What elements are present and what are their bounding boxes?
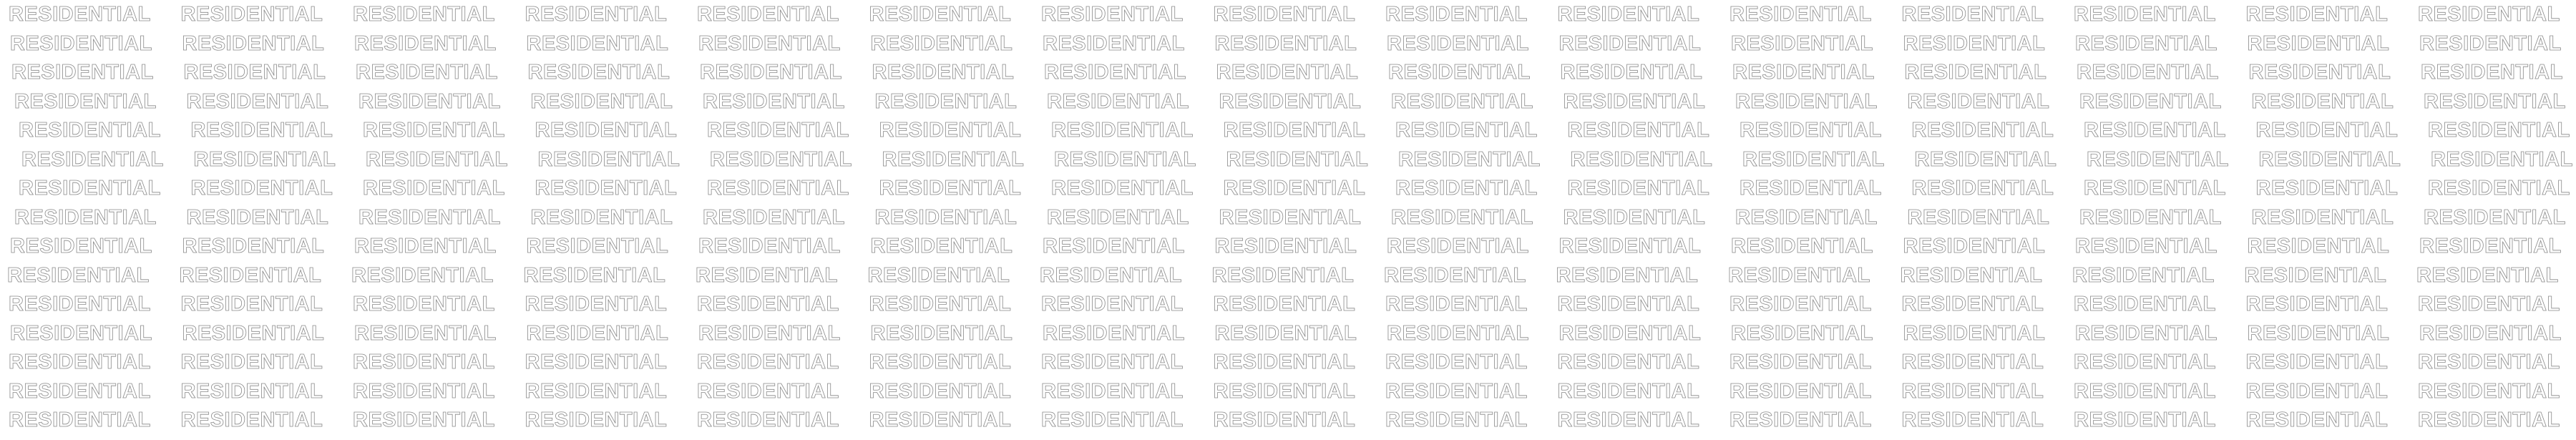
pattern-word: RESIDENTIAL [1731,321,1873,345]
pattern-word: RESIDENTIAL [1395,177,1538,200]
pattern-word: RESIDENTIAL [1742,147,1885,171]
pattern-word: RESIDENTIAL [879,119,1022,142]
pattern-word: RESIDENTIAL [1558,31,1702,55]
pattern-word: RESIDENTIAL [1043,31,1185,55]
pattern-word: RESIDENTIAL [530,89,673,113]
pattern-word: RESIDENTIAL [1729,409,1872,431]
pattern-word: RESIDENTIAL [1907,89,2050,113]
pattern-word: RESIDENTIAL [1729,293,1872,316]
pattern-word: RESIDENTIAL [1398,147,1541,171]
pattern-word: RESIDENTIAL [1740,119,1882,142]
pattern-word: RESIDENTIAL [526,31,669,55]
pattern-word: RESIDENTIAL [1043,235,1185,258]
pattern-word: RESIDENTIAL [869,379,1012,403]
pattern-word: RESIDENTIAL [1732,61,1875,84]
pattern-word: RESIDENTIAL [2419,31,2562,55]
pattern-word: RESIDENTIAL [1557,351,1700,373]
pattern-word: RESIDENTIAL [7,263,150,287]
pattern-word: RESIDENTIAL [2419,321,2562,345]
pattern-word: RESIDENTIAL [1567,177,1710,200]
pattern-word: RESIDENTIAL [1557,3,1700,26]
pattern-word: RESIDENTIAL [2251,205,2394,229]
pattern-word: RESIDENTIAL [1558,321,1702,345]
pattern-word: RESIDENTIAL [180,3,323,26]
pattern-word: RESIDENTIAL [1740,177,1882,200]
pattern-word: RESIDENTIAL [867,263,1010,287]
pattern-word: RESIDENTIAL [525,351,668,373]
pattern-row [0,1,2576,27]
pattern-word: RESIDENTIAL [2421,61,2563,84]
pattern-word: RESIDENTIAL [700,61,842,84]
pattern-word: RESIDENTIAL [870,235,1013,258]
pattern-word: RESIDENTIAL [180,409,323,431]
pattern-word: RESIDENTIAL [526,321,669,345]
pattern-word: RESIDENTIAL [2079,89,2222,113]
pattern-word: RESIDENTIAL [1213,409,1356,431]
pattern-word: RESIDENTIAL [186,205,329,229]
pattern-word: RESIDENTIAL [697,293,839,316]
pattern-word: RESIDENTIAL [353,409,495,431]
pattern-row [0,59,2576,85]
pattern-word: RESIDENTIAL [1387,235,1529,258]
pattern-word: RESIDENTIAL [2074,351,2216,373]
pattern-word: RESIDENTIAL [525,379,668,403]
pattern-word: RESIDENTIAL [1385,351,1528,373]
pattern-word: RESIDENTIAL [1041,351,1184,373]
pattern-row [0,291,2576,317]
pattern-word: RESIDENTIAL [1735,205,1878,229]
pattern-word: RESIDENTIAL [537,147,680,171]
pattern-word: RESIDENTIAL [2418,3,2560,26]
pattern-word: RESIDENTIAL [2255,119,2399,142]
pattern-word: RESIDENTIAL [14,205,157,229]
pattern-word: RESIDENTIAL [869,293,1012,316]
pattern-word: RESIDENTIAL [351,263,494,287]
pattern-row [0,175,2576,201]
pattern-word: RESIDENTIAL [2079,205,2222,229]
pattern-word: RESIDENTIAL [1563,89,1706,113]
pattern-word: RESIDENTIAL [9,293,151,316]
pattern-word: RESIDENTIAL [2247,321,2390,345]
pattern-word: RESIDENTIAL [2418,409,2560,431]
pattern-word: RESIDENTIAL [869,351,1012,373]
pattern-word: RESIDENTIAL [525,3,668,26]
pattern-word: RESIDENTIAL [1901,351,2044,373]
pattern-word: RESIDENTIAL [1051,119,1194,142]
pattern-word: RESIDENTIAL [180,351,323,373]
pattern-word: RESIDENTIAL [1385,293,1528,316]
pattern-word: RESIDENTIAL [1570,147,1713,171]
pattern-word: RESIDENTIAL [2431,147,2573,171]
pattern-word: RESIDENTIAL [353,293,495,316]
pattern-word: RESIDENTIAL [2418,351,2560,373]
pattern-word: RESIDENTIAL [1216,61,1359,84]
pattern-word: RESIDENTIAL [2074,293,2216,316]
pattern-word: RESIDENTIAL [1041,3,1184,26]
pattern-word: RESIDENTIAL [1041,409,1184,431]
pattern-word: RESIDENTIAL [2072,263,2215,287]
pattern-word: RESIDENTIAL [9,3,151,26]
pattern-word: RESIDENTIAL [530,205,673,229]
pattern-word: RESIDENTIAL [869,3,1012,26]
pattern-word: RESIDENTIAL [1729,351,1872,373]
pattern-word: RESIDENTIAL [9,351,151,373]
pattern-word: RESIDENTIAL [2248,61,2391,84]
pattern-word: RESIDENTIAL [526,235,669,258]
pattern-word: RESIDENTIAL [2428,177,2570,200]
pattern-row [0,263,2576,288]
pattern-word: RESIDENTIAL [2245,293,2389,316]
pattern-word: RESIDENTIAL [2258,147,2401,171]
pattern-word: RESIDENTIAL [525,293,668,316]
pattern-word: RESIDENTIAL [14,89,157,113]
pattern-word: RESIDENTIAL [10,31,152,55]
pattern-word: RESIDENTIAL [354,235,497,258]
pattern-word: RESIDENTIAL [2075,235,2218,258]
pattern-word: RESIDENTIAL [872,61,1015,84]
pattern-word: RESIDENTIAL [353,351,495,373]
pattern-word: RESIDENTIAL [527,61,670,84]
pattern-word: RESIDENTIAL [2074,409,2216,431]
pattern-word: RESIDENTIAL [2247,31,2390,55]
pattern-word: RESIDENTIAL [358,205,501,229]
pattern-word: RESIDENTIAL [2416,263,2559,287]
pattern-word: RESIDENTIAL [354,321,497,345]
pattern-word: RESIDENTIAL [2419,235,2562,258]
pattern-row [0,233,2576,259]
pattern-word: RESIDENTIAL [1911,119,2054,142]
pattern-word: RESIDENTIAL [1223,177,1366,200]
pattern-word: RESIDENTIAL [1385,3,1528,26]
pattern-word: RESIDENTIAL [1557,379,1700,403]
pattern-word: RESIDENTIAL [1729,3,1872,26]
pattern-word: RESIDENTIAL [190,119,333,142]
pattern-word: RESIDENTIAL [2247,235,2390,258]
pattern-word: RESIDENTIAL [2255,177,2399,200]
pattern-word: RESIDENTIAL [1384,263,1526,287]
pattern-word: RESIDENTIAL [1044,61,1186,84]
pattern-word: RESIDENTIAL [1219,205,1362,229]
pattern-word: RESIDENTIAL [1387,321,1529,345]
pattern-word: RESIDENTIAL [179,263,322,287]
pattern-word: RESIDENTIAL [870,31,1013,55]
pattern-word: RESIDENTIAL [1387,31,1529,55]
pattern-word: RESIDENTIAL [698,321,841,345]
pattern-word: RESIDENTIAL [1557,293,1700,316]
pattern-word: RESIDENTIAL [1213,3,1356,26]
pattern-word: RESIDENTIAL [1903,31,2046,55]
pattern-word: RESIDENTIAL [19,119,161,142]
pattern-word: RESIDENTIAL [703,89,845,113]
pattern-word: RESIDENTIAL [710,147,852,171]
pattern-word: RESIDENTIAL [19,177,161,200]
pattern-word: RESIDENTIAL [1901,379,2044,403]
pattern-word: RESIDENTIAL [1735,89,1878,113]
pattern-word: RESIDENTIAL [707,177,849,200]
pattern-word: RESIDENTIAL [1729,379,1872,403]
pattern-word: RESIDENTIAL [1391,89,1533,113]
pattern-word: RESIDENTIAL [2074,379,2216,403]
pattern-word: RESIDENTIAL [879,177,1022,200]
pattern-word: RESIDENTIAL [1901,293,2044,316]
pattern-word: RESIDENTIAL [1213,293,1356,316]
pattern-word: RESIDENTIAL [182,235,325,258]
pattern-word: RESIDENTIAL [354,31,497,55]
pattern-word: RESIDENTIAL [1040,263,1182,287]
pattern-word: RESIDENTIAL [358,89,501,113]
pattern-word: RESIDENTIAL [2245,3,2389,26]
pattern-word: RESIDENTIAL [1214,31,1357,55]
pattern-word: RESIDENTIAL [1219,89,1362,113]
pattern-word: RESIDENTIAL [697,409,839,431]
pattern-word: RESIDENTIAL [1557,409,1700,431]
pattern-word: RESIDENTIAL [1903,321,2046,345]
pattern-word: RESIDENTIAL [2424,89,2566,113]
pattern-word: RESIDENTIAL [2424,205,2566,229]
pattern-row [0,378,2576,404]
pattern-word: RESIDENTIAL [363,119,505,142]
pattern-word: RESIDENTIAL [1904,61,2047,84]
pattern-word: RESIDENTIAL [183,61,326,84]
pattern-word: RESIDENTIAL [1901,409,2044,431]
pattern-word: RESIDENTIAL [1731,235,1873,258]
pattern-word: RESIDENTIAL [703,205,845,229]
pattern-row [0,89,2576,114]
pattern-word: RESIDENTIAL [707,119,849,142]
pattern-word: RESIDENTIAL [2244,263,2387,287]
pattern-word: RESIDENTIAL [1041,293,1184,316]
pattern-word: RESIDENTIAL [1914,147,2057,171]
pattern-word: RESIDENTIAL [2077,61,2219,84]
pattern-word: RESIDENTIAL [353,379,495,403]
pattern-word: RESIDENTIAL [525,409,668,431]
pattern-word: RESIDENTIAL [698,235,841,258]
pattern-word: RESIDENTIAL [1214,235,1357,258]
pattern-word: RESIDENTIAL [1226,147,1369,171]
pattern-word: RESIDENTIAL [180,379,323,403]
pattern-word: RESIDENTIAL [180,293,323,316]
pattern-word: RESIDENTIAL [697,3,839,26]
pattern-word: RESIDENTIAL [1900,263,2043,287]
pattern-word: RESIDENTIAL [698,31,841,55]
pattern-word: RESIDENTIAL [2251,89,2394,113]
pattern-word: RESIDENTIAL [2087,147,2229,171]
pattern-word: RESIDENTIAL [182,31,325,55]
pattern-word: RESIDENTIAL [2245,409,2389,431]
pattern-word: RESIDENTIAL [2075,321,2218,345]
pattern-word: RESIDENTIAL [1051,177,1194,200]
pattern-word: RESIDENTIAL [1047,205,1189,229]
pattern-word: RESIDENTIAL [2084,177,2226,200]
pattern-word: RESIDENTIAL [1211,263,1355,287]
pattern-word: RESIDENTIAL [1556,263,1699,287]
pattern-row [0,407,2576,433]
pattern-word: RESIDENTIAL [363,177,505,200]
pattern-word: RESIDENTIAL [1558,235,1702,258]
pattern-word: RESIDENTIAL [2428,119,2570,142]
pattern-row [0,31,2576,57]
pattern-word: RESIDENTIAL [9,379,151,403]
pattern-word: RESIDENTIAL [535,119,678,142]
pattern-word: RESIDENTIAL [182,321,325,345]
pattern-word: RESIDENTIAL [1907,205,2050,229]
pattern-word: RESIDENTIAL [874,205,1018,229]
pattern-word: RESIDENTIAL [1214,321,1357,345]
pattern-word: RESIDENTIAL [535,177,678,200]
pattern-word: RESIDENTIAL [11,61,154,84]
pattern-word: RESIDENTIAL [1213,379,1356,403]
pattern-word: RESIDENTIAL [10,235,152,258]
pattern-word: RESIDENTIAL [1041,379,1184,403]
pattern-word: RESIDENTIAL [2245,351,2389,373]
pattern-word: RESIDENTIAL [1388,61,1531,84]
pattern-word: RESIDENTIAL [2074,3,2216,26]
pattern-word: RESIDENTIAL [1047,89,1189,113]
pattern-word: RESIDENTIAL [2084,119,2226,142]
pattern-word: RESIDENTIAL [2075,31,2218,55]
pattern-word: RESIDENTIAL [21,147,164,171]
pattern-word: RESIDENTIAL [697,379,839,403]
pattern-word: RESIDENTIAL [1054,147,1196,171]
pattern-word: RESIDENTIAL [186,89,329,113]
pattern-word: RESIDENTIAL [697,351,839,373]
pattern-row [0,349,2576,375]
pattern-word: RESIDENTIAL [9,409,151,431]
pattern-word: RESIDENTIAL [366,147,508,171]
pattern-word: RESIDENTIAL [523,263,666,287]
pattern-word: RESIDENTIAL [882,147,1025,171]
pattern-word: RESIDENTIAL [1903,235,2046,258]
pattern-word: RESIDENTIAL [2418,379,2560,403]
pattern-word: RESIDENTIAL [1391,205,1533,229]
pattern-row [0,205,2576,230]
pattern-word: RESIDENTIAL [1043,321,1185,345]
pattern-word: RESIDENTIAL [10,321,152,345]
pattern-word: RESIDENTIAL [193,147,336,171]
pattern-word: RESIDENTIAL [190,177,333,200]
pattern-word: RESIDENTIAL [1223,119,1366,142]
pattern-word: RESIDENTIAL [1385,409,1528,431]
pattern-word: RESIDENTIAL [1911,177,2054,200]
pattern-word: RESIDENTIAL [1395,119,1538,142]
pattern-word: RESIDENTIAL [356,61,498,84]
pattern-word: RESIDENTIAL [1731,31,1873,55]
pattern-word: RESIDENTIAL [1213,351,1356,373]
pattern-word: RESIDENTIAL [874,89,1018,113]
pattern-row [0,117,2576,143]
pattern-word: RESIDENTIAL [1728,263,1870,287]
pattern-word: RESIDENTIAL [2245,379,2389,403]
pattern-row [0,321,2576,346]
pattern-word: RESIDENTIAL [1567,119,1710,142]
pattern-word: RESIDENTIAL [870,321,1013,345]
pattern-word: RESIDENTIAL [1563,205,1706,229]
pattern-word: RESIDENTIAL [1385,379,1528,403]
pattern-word: RESIDENTIAL [1560,61,1703,84]
pattern-word: RESIDENTIAL [353,3,495,26]
pattern-word: RESIDENTIAL [2418,293,2560,316]
pattern-word: RESIDENTIAL [1901,3,2044,26]
pattern-word: RESIDENTIAL [696,263,838,287]
pattern-row [0,147,2576,172]
pattern-word: RESIDENTIAL [869,409,1012,431]
